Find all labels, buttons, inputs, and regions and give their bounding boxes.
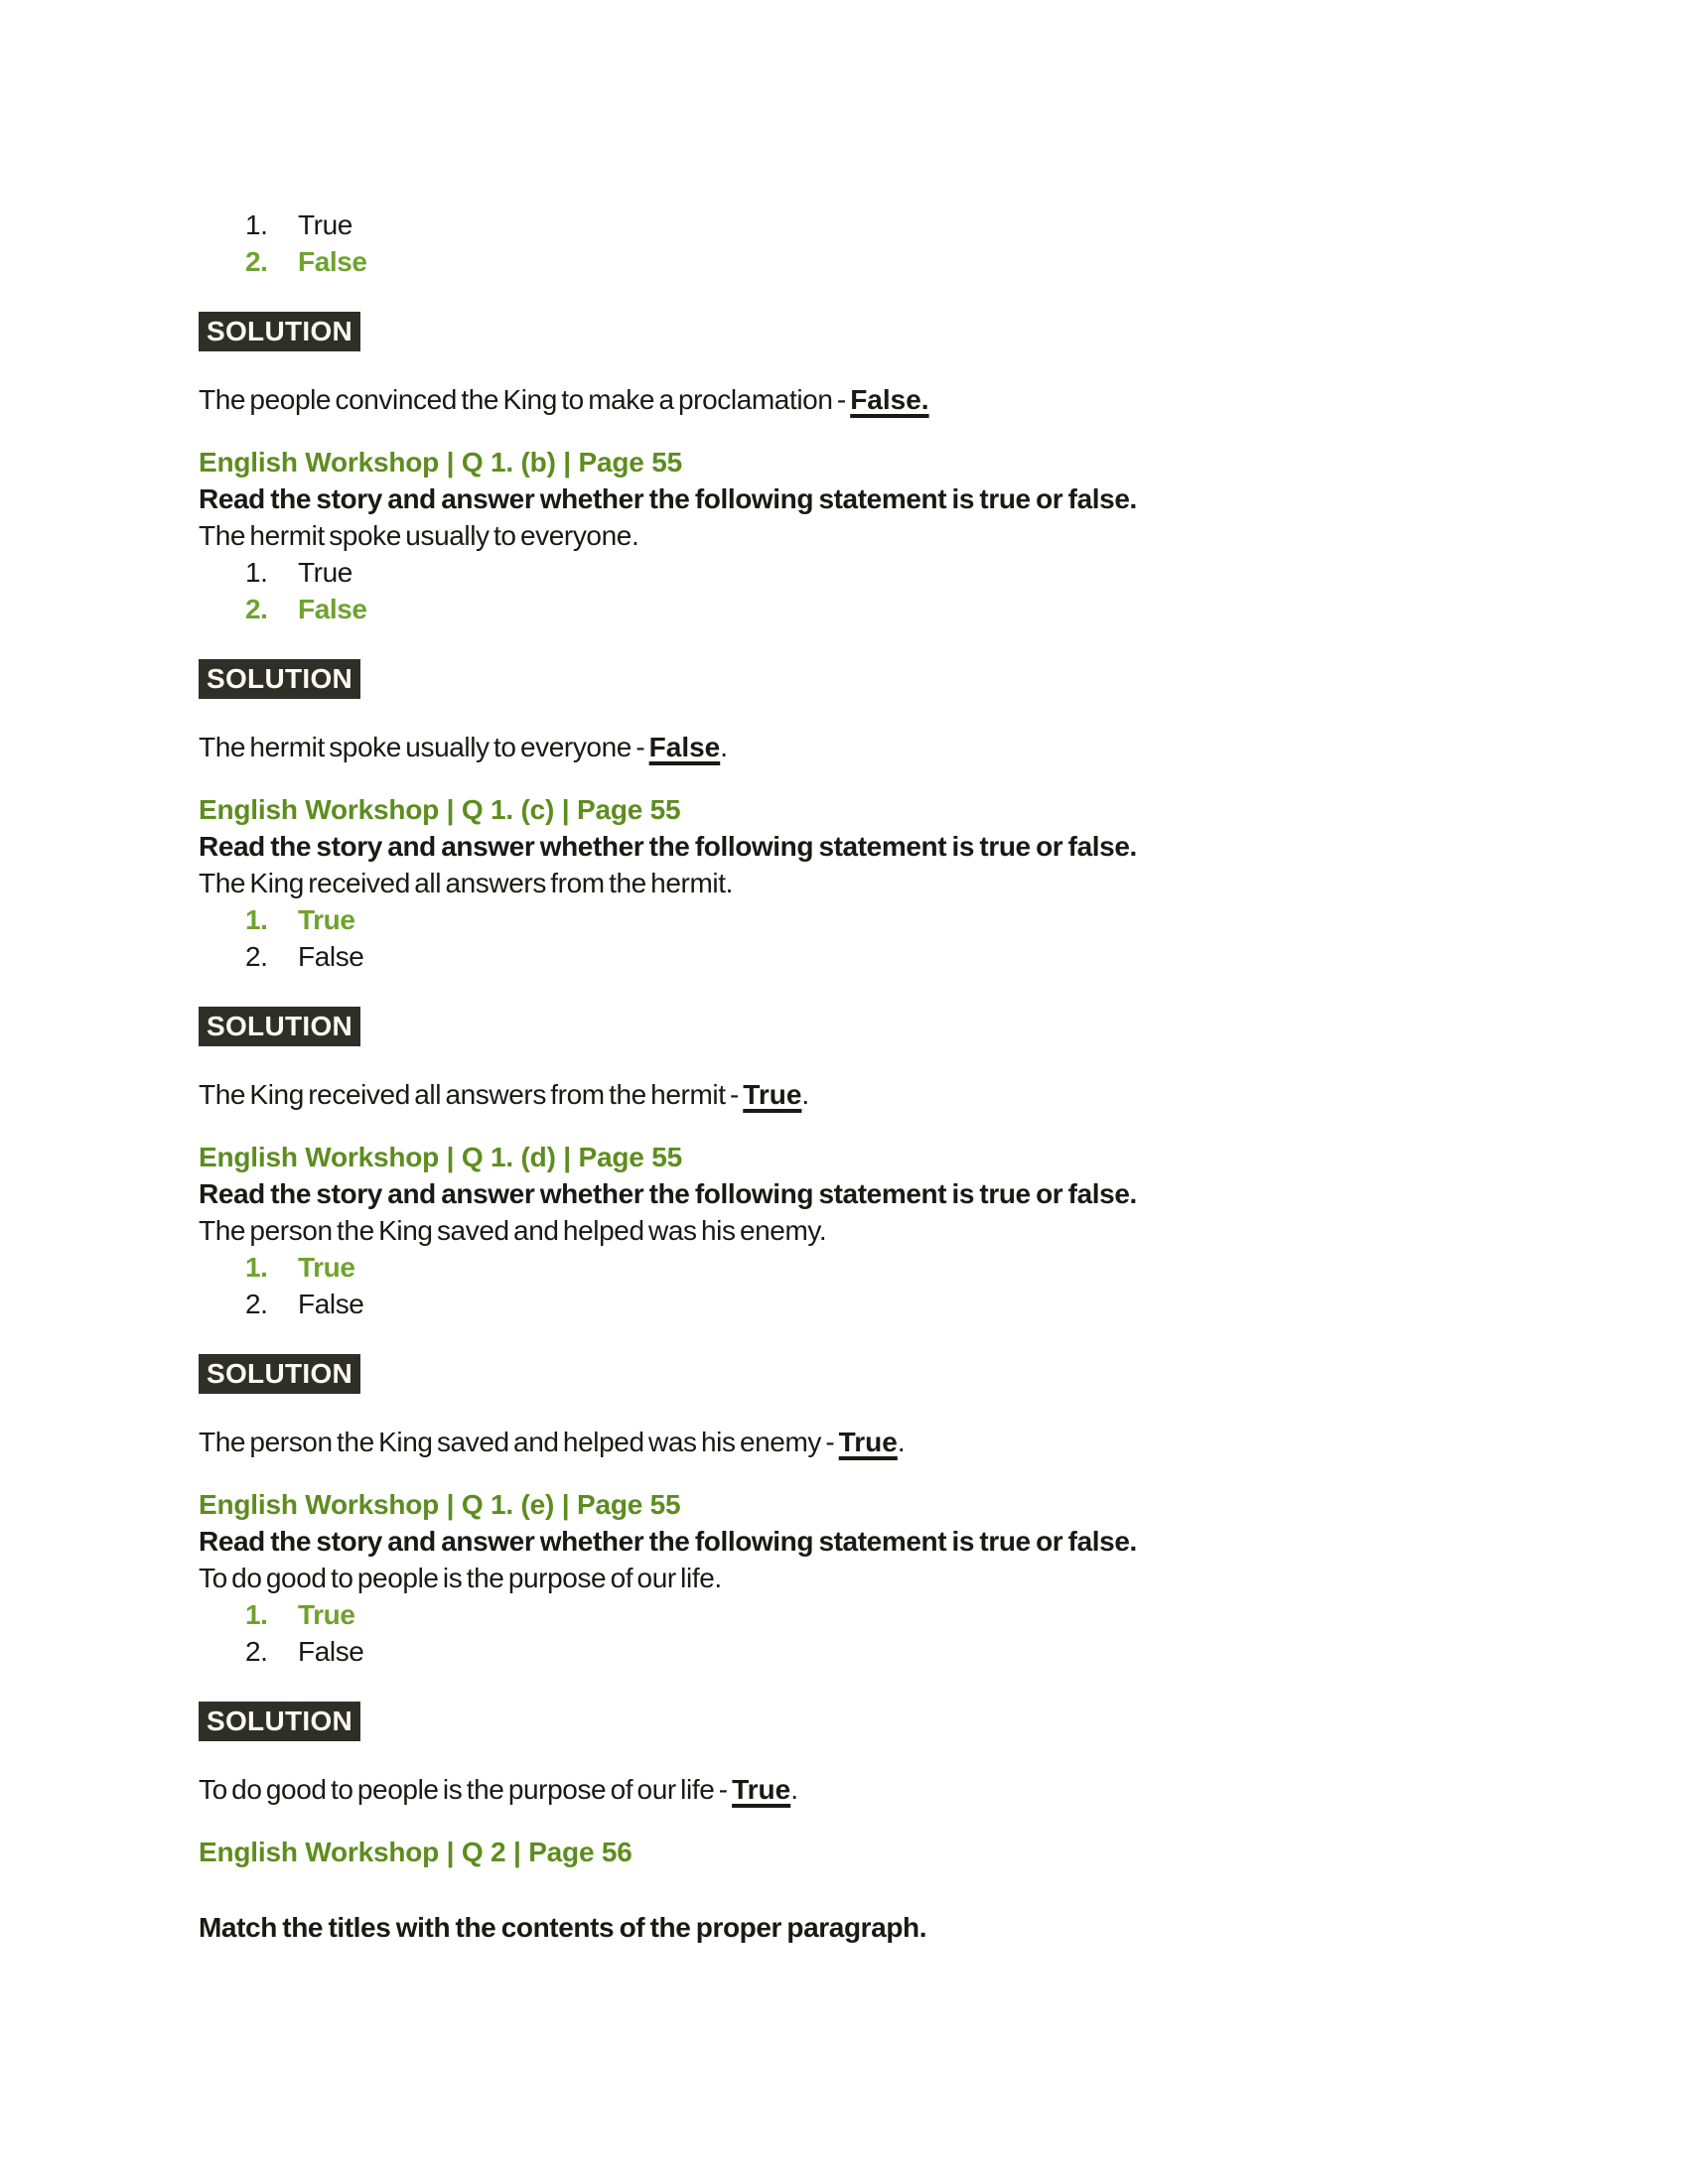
- solution-tag-row: [199, 1354, 1460, 1394]
- solution-tag-row: [199, 659, 1460, 699]
- solution-badge: SOLUTION: [199, 659, 360, 699]
- option-number: 2.: [245, 941, 268, 972]
- question-section-c: [199, 791, 1460, 1113]
- solution-answer-line: [199, 1076, 1460, 1113]
- answer-suffix: .: [720, 732, 728, 762]
- option-number: 2.: [245, 246, 268, 277]
- answer-value: True: [838, 1427, 898, 1457]
- answer-value: False.: [850, 384, 929, 415]
- answer-prefix: The hermit spoke usually to everyone -: [199, 732, 649, 762]
- answer-prefix: To do good to people is the purpose of our life -: [199, 1774, 733, 1805]
- statement-line: The King received all answers from the hermit.: [199, 868, 733, 898]
- instruction-line: Read the story and answer whether the following statement is true or false.: [199, 483, 1137, 514]
- question-section-q2: [199, 1834, 1460, 1946]
- option-true-selected: [199, 901, 1460, 938]
- answer-prefix: The people convinced the King to make a proclamation -: [199, 384, 851, 415]
- option-number: 1.: [245, 209, 268, 240]
- option-label: True: [298, 1252, 355, 1283]
- question-section-e: [199, 1486, 1460, 1808]
- option-label: False: [298, 1636, 364, 1667]
- option-label: True: [298, 1599, 355, 1630]
- statement-line: The hermit spoke usually to everyone.: [199, 520, 639, 551]
- option-label: False: [298, 594, 367, 624]
- solution-badge: SOLUTION: [199, 1354, 360, 1394]
- options-list: [199, 554, 1460, 627]
- solution-badge: SOLUTION: [199, 1702, 360, 1741]
- instruction-line: Read the story and answer whether the following statement is true or false.: [199, 1178, 1137, 1209]
- option-number: 2.: [245, 1289, 268, 1319]
- option-true-selected: [199, 1596, 1460, 1633]
- option-number: 2.: [245, 1636, 268, 1667]
- solution-answer-line: [199, 381, 1460, 418]
- option-label: False: [298, 1289, 364, 1319]
- question-section-d: [199, 1139, 1460, 1460]
- solution-badge: SOLUTION: [199, 1007, 360, 1046]
- answer-suffix: .: [801, 1079, 809, 1110]
- section-heading: English Workshop | Q 1. (e) | Page 55: [199, 1489, 681, 1520]
- option-number: 1.: [245, 904, 268, 935]
- option-label: True: [298, 557, 352, 588]
- options-list-a: [199, 206, 1460, 280]
- section-heading: English Workshop | Q 1. (b) | Page 55: [199, 447, 682, 478]
- option-label: True: [298, 904, 355, 935]
- answer-suffix: .: [897, 1427, 906, 1457]
- option-false: [199, 1286, 1460, 1322]
- options-list: [199, 1249, 1460, 1322]
- option-number: 1.: [245, 1599, 268, 1630]
- option-false-selected: [199, 243, 1460, 280]
- solution-tag-row: [199, 1702, 1460, 1741]
- statement-line: The person the King saved and helped was his enemy.: [199, 1215, 827, 1246]
- question-section-b: [199, 444, 1460, 765]
- option-false: [199, 1633, 1460, 1670]
- instruction-line: Read the story and answer whether the following statement is true or false.: [199, 1526, 1137, 1557]
- option-true: [199, 206, 1460, 243]
- answer-value: True: [732, 1774, 791, 1805]
- solution-badge: SOLUTION: [199, 312, 360, 351]
- option-false-selected: [199, 591, 1460, 627]
- answer-suffix: .: [790, 1774, 798, 1805]
- option-false: [199, 938, 1460, 975]
- answer-prefix: The King received all answers from the hermit -: [199, 1079, 744, 1110]
- solution-answer-line: [199, 1771, 1460, 1808]
- answer-value: True: [743, 1079, 802, 1110]
- section-heading: English Workshop | Q 1. (c) | Page 55: [199, 794, 681, 825]
- solution-answer-line: [199, 1424, 1460, 1460]
- option-number: 1.: [245, 557, 268, 588]
- options-list: [199, 1596, 1460, 1670]
- section-heading: English Workshop | Q 2 | Page 56: [199, 1837, 633, 1867]
- option-label: True: [298, 209, 352, 240]
- option-label: False: [298, 941, 364, 972]
- section-heading: English Workshop | Q 1. (d) | Page 55: [199, 1142, 682, 1172]
- option-true-selected: [199, 1249, 1460, 1286]
- solution-tag-row: [199, 312, 1460, 351]
- statement-line: To do good to people is the purpose of our life.: [199, 1563, 722, 1593]
- option-number: 2.: [245, 594, 268, 624]
- answer-prefix: The person the King saved and helped was his enemy -: [199, 1427, 839, 1457]
- solution-answer-line: [199, 729, 1460, 765]
- option-label: False: [298, 246, 367, 277]
- answer-value: False: [648, 732, 721, 762]
- options-list: [199, 901, 1460, 975]
- instruction-line: Read the story and answer whether the following statement is true or false.: [199, 831, 1137, 862]
- match-instruction-line: Match the titles with the contents of the proper paragraph.: [199, 1912, 927, 1943]
- option-true: [199, 554, 1460, 591]
- option-number: 1.: [245, 1252, 268, 1283]
- solution-tag-row: [199, 1007, 1460, 1046]
